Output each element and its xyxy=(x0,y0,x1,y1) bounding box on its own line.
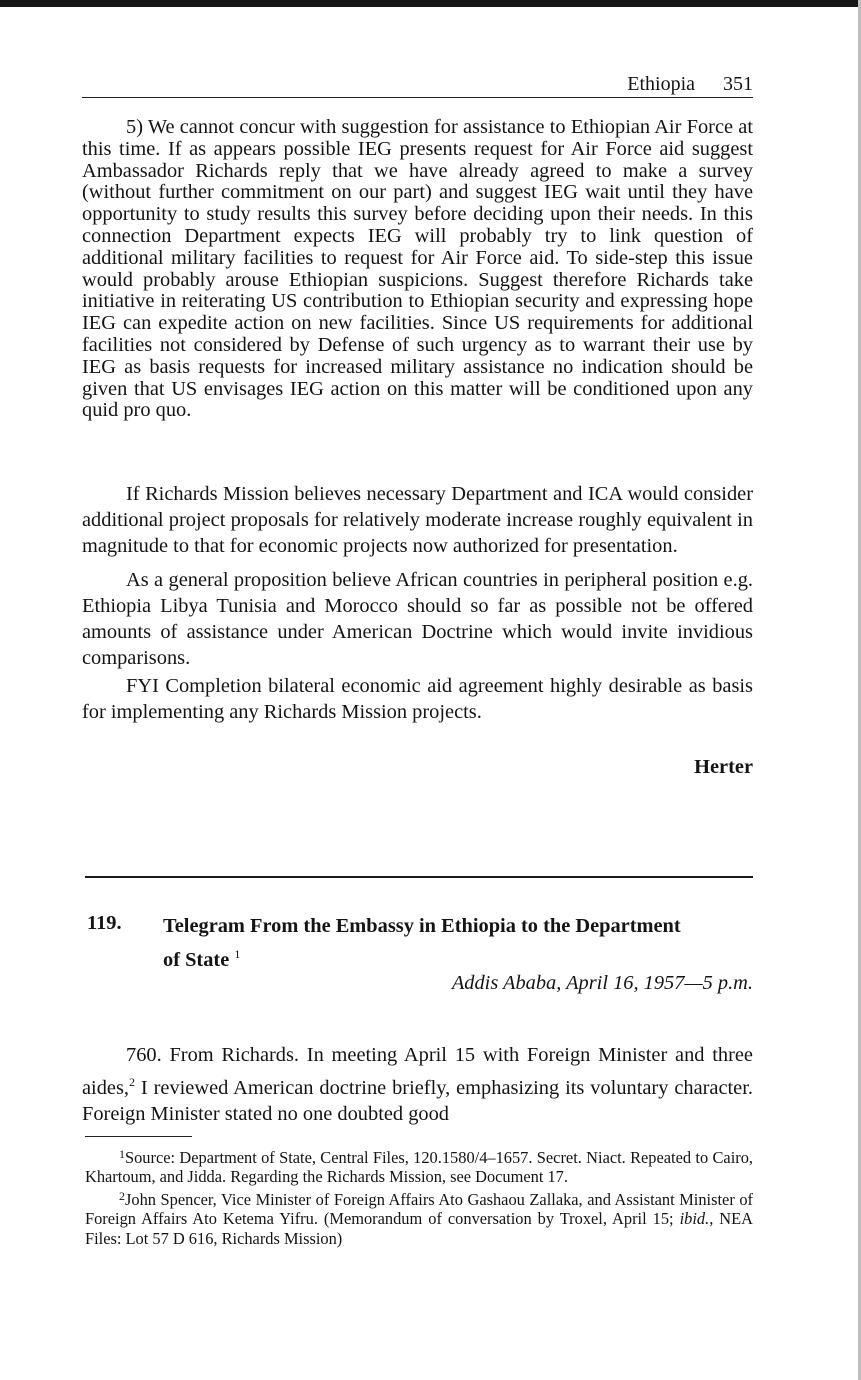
footnote-1 xyxy=(85,1145,753,1187)
paragraph-general-proposition: As a general proposition believe African countries in peripheral position e.g. Ethiopia Libya Tunisia and Morocco should so far as possible not be offered amounts of assistance under American Doctrine which would invite invidious comparisons. xyxy=(82,569,753,669)
footnote-1-marker: 1 xyxy=(119,1147,125,1161)
signature: Herter xyxy=(694,756,753,778)
title-footnote-ref[interactable]: 1 xyxy=(234,947,241,961)
footnote-2-text-b: , NEA Files: Lot 57 D 616, Richards Mission) xyxy=(85,1209,753,1248)
document-number: 119. xyxy=(87,912,122,934)
footnotes xyxy=(85,1145,753,1248)
paragraph-fyi: FYI Completion bilateral economic aid agreement highly desirable as basis for implementing any Richards Mission projects. xyxy=(82,675,753,723)
document-separator xyxy=(85,876,753,878)
running-title: Ethiopia xyxy=(627,73,695,95)
footnote-2-ibid: ibid. xyxy=(679,1209,710,1229)
scan-top-edge xyxy=(0,0,861,7)
body-section-1 xyxy=(82,117,753,422)
footnote-2 xyxy=(85,1187,753,1248)
body-section-2 xyxy=(82,481,753,725)
document-title-text: Telegram From the Embassy in Ethiopia to the Department of State xyxy=(163,915,681,971)
telegram-text-end: I reviewed American doctrine briefly, emphasizing its voluntary character. Foreign Minister stated no one doubted good xyxy=(82,1076,753,1125)
document-title xyxy=(163,912,683,974)
paragraph-richards-mission: If Richards Mission believes necessary Department and ICA would consider additional project proposals for relatively moderate increase roughly equivalent in magnitude to that for economic projects now authorized for presentation. xyxy=(82,483,753,557)
telegram-paragraph xyxy=(82,1042,753,1127)
footnote-2-text-a: John Spencer, Vice Minister of Foreign Affairs Ato Gashaou Zallaka, and Assistant Minister of Foreign Affairs Ato Ketema Yifru. (Memorandum of conversation by Troxel, April 15; xyxy=(85,1189,753,1229)
paragraph-5: 5) We cannot concur with suggestion for assistance to Ethiopian Air Force at this time. If as appears possible IEG presents request for Air Force aid suggest Ambassador Richards reply that we have already agreed to make a survey (without further commitment on our part) and suggest IEG wait until they have opportunity to study results this survey before deciding upon their needs. In this connection Department expects IEG will probably try to link question of additional military facilities to request for Air Force aid. To side-step this issue would probably arouse Ethiopian suspicions. Suggest therefore Richards take initiative in reiterating US contribution to Ethiopian security and expressing hope IEG can expedite action on new facilities. Since US requirements for additional facilities not considered by Defense of such urgency as to warrant their use by IEG as basis requests for increased military assistance no indication should be given that US envisages IEG action on this matter will be conditioned upon any quid pro quo. xyxy=(82,116,753,422)
footnote-rule xyxy=(85,1136,192,1137)
inline-footnote-ref[interactable]: 2 xyxy=(129,1074,135,1089)
dateline: Addis Ababa, April 16, 1957—5 p.m. xyxy=(451,972,753,994)
page-number: 351 xyxy=(723,73,753,95)
running-header xyxy=(82,72,753,98)
footnote-1-text: Source: Department of State, Central Files, 120.1580/4–1657. Secret. Niact. Repeated to Cairo, Khartoum, and Jidda. Regarding the Richards Mission, see Document 17. xyxy=(85,1148,753,1187)
footnote-2-marker: 2 xyxy=(119,1188,125,1203)
telegram-text-start: 760. From Richards. In meeting April 15 with Foreign Minister and three aides, xyxy=(82,1044,753,1099)
telegram-body xyxy=(82,1042,753,1127)
